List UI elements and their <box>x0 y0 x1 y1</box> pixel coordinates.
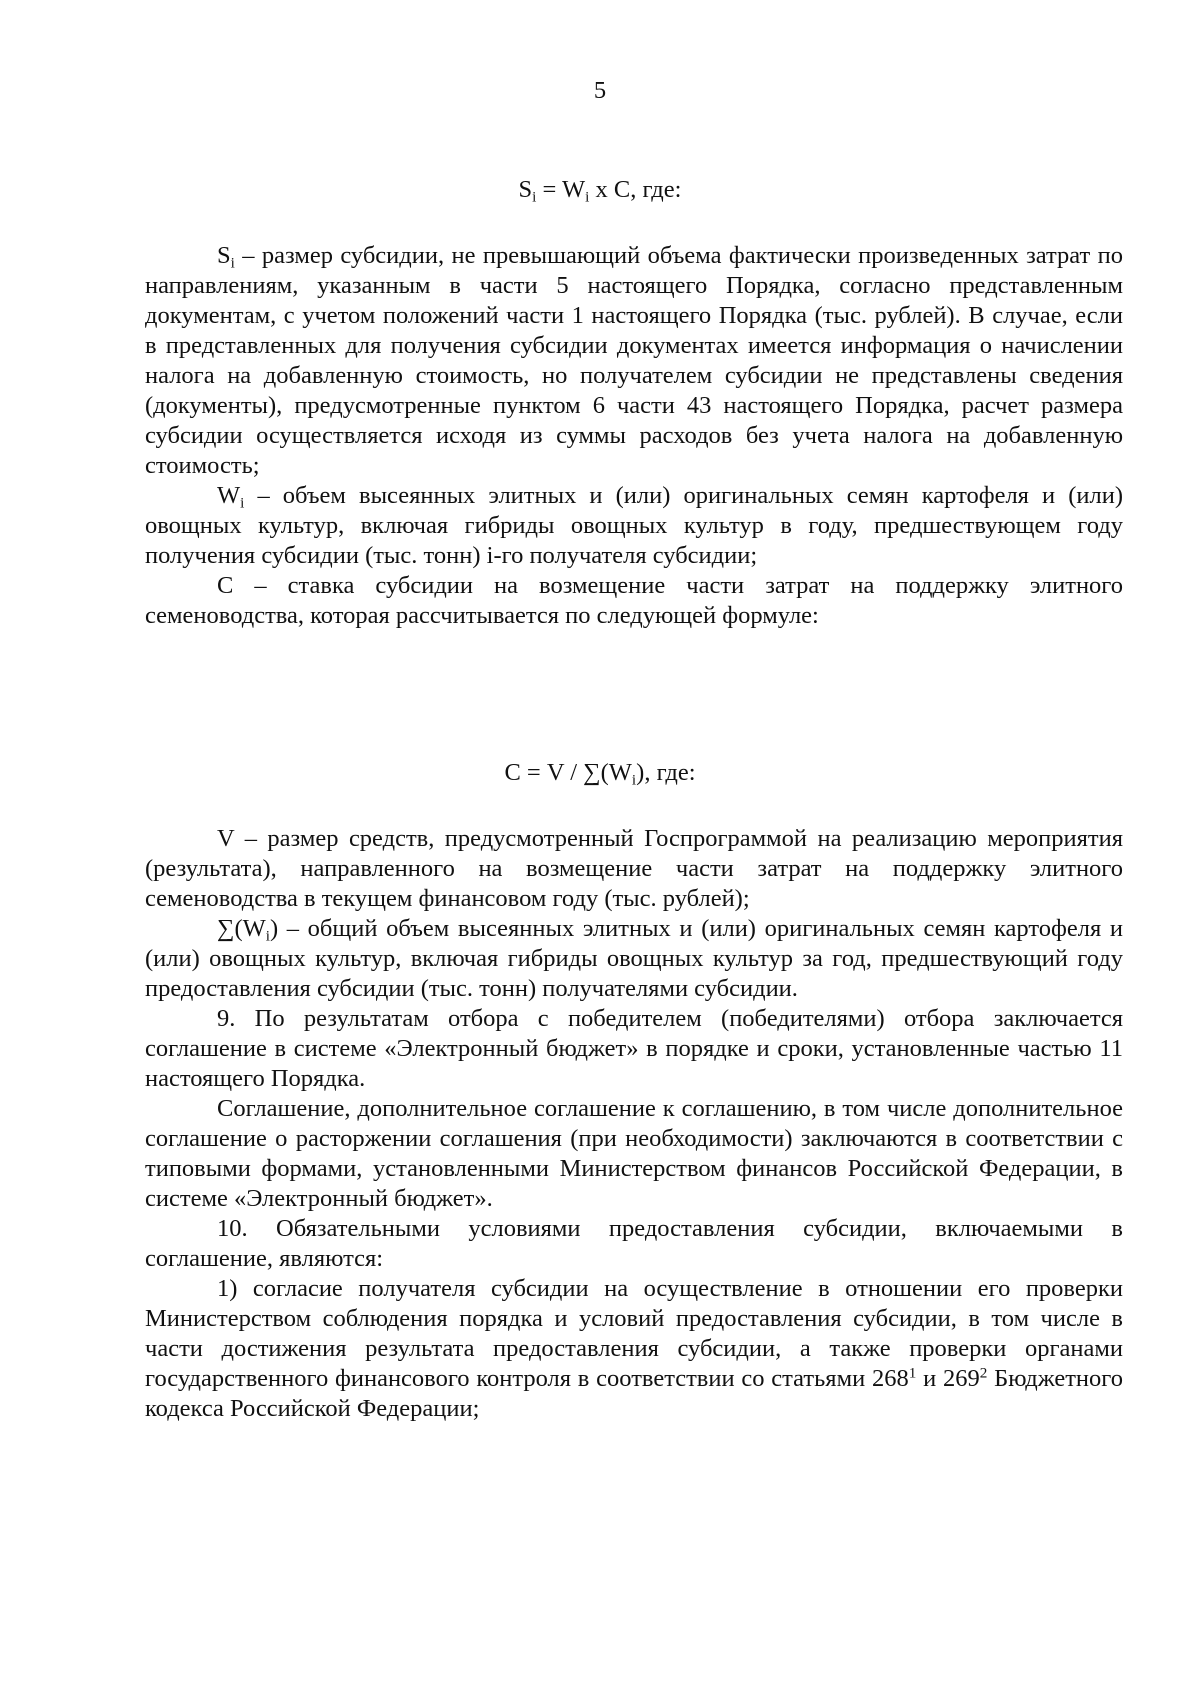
formula-symbol-s: S <box>518 176 533 203</box>
item-text: и 269 <box>916 1365 980 1392</box>
clause-9: 9. По результатам отбора с победителем (победителями) отбора заключается соглашение в системе «Электронный бюджет» в порядке и сроки, установленные частью 11 настоящего Порядка. <box>145 1005 1123 1092</box>
superscript: 1 <box>908 1364 917 1382</box>
definitions-block-2 <box>145 824 1123 1424</box>
definition-text: – размер субсидии, не превышающий объема фактически произведенных затрат по направлениям, указанным в части 5 настоящего Порядка, согласно представленным документам, с учетом положений части 1 настоящего Порядка (тыс. рублей). В случае, если в представленных для получения субсидии документах имеется информация о начислении налога на добавленную стоимость, но получателем субсидии не представлены сведения (документы), предусмотренные пунктом 6 части 43 настоящего Порядка, расчет размера субсидии осуществляется исходя из суммы расходов без учета налога на добавленную стоимость; <box>145 242 1123 479</box>
formula-rest: х С, где: <box>589 176 682 203</box>
clause-10: 10. Обязательными условиями предоставления субсидии, включаемыми в соглашение, являются: <box>145 1215 1123 1272</box>
formula-subscript: i <box>631 771 637 789</box>
definition-wi <box>145 481 1123 571</box>
item-text: Бюджетного кодекса Российской Федерации; <box>145 1365 1123 1422</box>
formula-subscript: i <box>532 188 537 206</box>
definition-text: ) – общий объем высеянных элитных и (или) оригинальных семян картофеля и (или) овощных культур, включая гибриды овощных культур за год, предшествующий году предоставления субсидии (тыс. тонн) получателями субсидии. <box>145 915 1123 1002</box>
formula-subsidy-size <box>0 175 1200 205</box>
formula-equals: = <box>536 176 563 203</box>
formula-subsidy-rate <box>0 758 1200 788</box>
formula-subscript: i <box>585 188 590 206</box>
page-number: 5 <box>593 77 607 104</box>
definition-c: С – ставка субсидии на возмещение части затрат на поддержку элитного семеноводства, которая рассчитывается по следующей формуле: <box>145 572 1123 629</box>
formula-lead: С = V / ∑(W <box>504 759 632 786</box>
definition-sum-wi <box>145 914 1123 1004</box>
item-text: 1) согласие получателя субсидии на осуществление в отношении его проверки Министерством соблюдения порядка и условий предоставления субсидии, в том числе в части достижения результата предоставления субсидии, а также проверки органами государственного финансового контроля в соответствии со статьями 268 <box>145 1275 1123 1392</box>
formula-tail: ), где: <box>636 759 696 786</box>
definition-symbol: W <box>217 482 241 509</box>
definition-text: – объем высеянных элитных и (или) оригинальных семян картофеля и (или) овощных культур, включая гибриды овощных культур в году, предшествующем году получения субсидии (тыс. тонн) i-го получателя субсидии; <box>145 482 1123 569</box>
definition-symbol: S <box>217 242 231 269</box>
definition-subscript: i <box>265 927 270 945</box>
superscript: 2 <box>979 1364 988 1382</box>
definition-subscript: i <box>230 254 235 272</box>
agreement-paragraph: Соглашение, дополнительное соглашение к соглашению, в том числе дополнительное соглашение о расторжении соглашения (при необходимости) заключаются в соответствии с типовыми формами, установленными Министерством финансов Российской Федерации, в системе «Электронный бюджет». <box>145 1095 1123 1212</box>
definitions-block-1 <box>145 241 1123 631</box>
definition-subscript: i <box>240 494 245 512</box>
definition-si <box>145 241 1123 481</box>
clause-10-item-1 <box>145 1274 1123 1424</box>
definition-v: V – размер средств, предусмотренный Госпрограммой на реализацию мероприятия (результата), направленного на возмещение части затрат на поддержку элитного семеноводства в текущем финансовом году (тыс. рублей); <box>145 825 1123 912</box>
formula-symbol-w: W <box>562 176 586 203</box>
definition-symbol: ∑(W <box>217 915 266 942</box>
